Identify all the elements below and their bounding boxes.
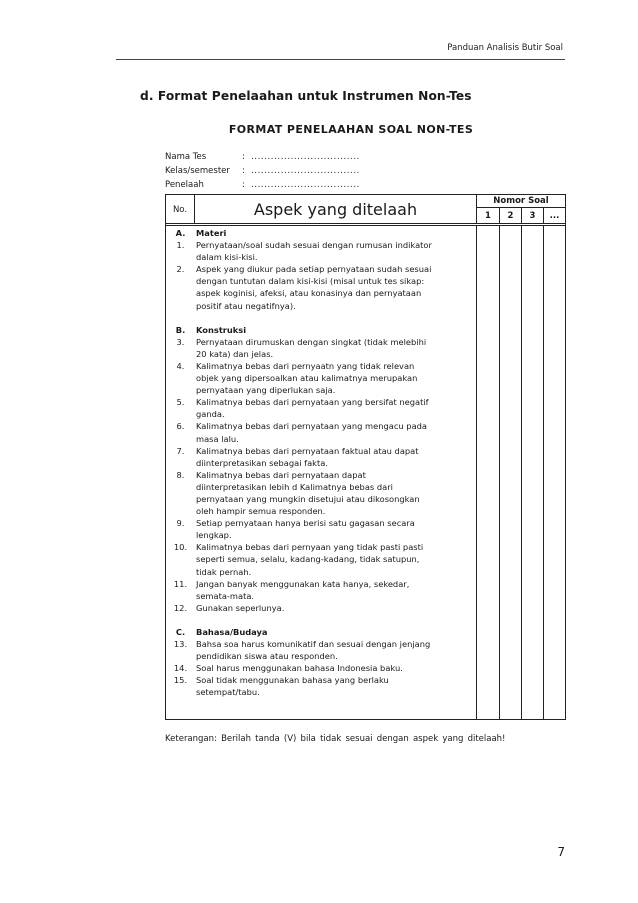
row-text: Kalimatnya bebas dari pernyataan dapat [196, 469, 366, 480]
row-number [166, 457, 195, 469]
section-row [166, 626, 476, 638]
row-number: 2. [176, 264, 185, 275]
row-number [166, 590, 195, 602]
table-row [166, 445, 476, 457]
field-separator: : [242, 152, 245, 162]
table-row [166, 493, 476, 505]
row-text: Pernyataan dirumuskan dengan singkat (tidak melebihi [196, 336, 427, 347]
table-row [166, 686, 476, 698]
row-number [166, 287, 195, 299]
row-number: B. [175, 324, 186, 335]
row-text: Bahasa/Budaya [196, 626, 268, 637]
row-text: diinterpretasikan sebagai fakta. [196, 457, 328, 468]
section-row [166, 227, 476, 239]
table-row [166, 505, 476, 517]
column-divider [521, 225, 522, 719]
row-number: 15. [173, 675, 188, 686]
row-text: seperti semua, selalu, kadang-kadang, tidak satupun, [196, 554, 420, 565]
row-number [166, 553, 195, 565]
table-row [166, 469, 476, 481]
row-number: 7. [176, 445, 185, 456]
table-row [166, 457, 476, 469]
row-number: 5. [176, 397, 185, 408]
table-row [166, 674, 476, 686]
row-number [166, 433, 195, 445]
table-row [166, 263, 476, 275]
row-text: dalam kisi-kisi. [196, 252, 258, 263]
header-soal-2: 2 [499, 207, 521, 223]
row-number [166, 251, 195, 263]
row-text: pernyataan yang diperlukan saja. [196, 385, 336, 396]
table-body [166, 227, 476, 698]
field-blank: ................................. [251, 152, 360, 162]
header-no: No. [166, 195, 195, 224]
header-rule [116, 59, 565, 60]
field-label: Nama Tes [165, 152, 207, 162]
running-header: Panduan Analisis Butir Soal [447, 43, 563, 53]
row-text: lengkap. [196, 530, 232, 541]
column-divider [543, 225, 544, 719]
table-row [166, 275, 476, 287]
column-divider [499, 225, 500, 719]
row-text: setempat/tabu. [196, 687, 260, 698]
row-text: Bahsa soa harus komunikatif dan sesuai dengan jenjang [196, 639, 431, 649]
row-text: Kalimatnya bebas dari pernyaatn yang tidak relevan [196, 360, 415, 371]
table-row [166, 602, 476, 614]
header-soal-more: ... [543, 207, 565, 223]
header-soal-1: 1 [476, 207, 499, 223]
row-text: Jangan banyak menggunakan kata hanya, sekedar, [196, 578, 410, 589]
form-fields [165, 150, 360, 192]
row-text: Soal harus menggunakan bahasa Indonesia baku. [196, 663, 403, 674]
table-row [166, 336, 476, 348]
row-number [166, 650, 195, 662]
row-number: 4. [176, 360, 185, 371]
header-soal-3: 3 [521, 207, 543, 223]
table-row [166, 541, 476, 553]
row-number [166, 686, 195, 698]
review-table [165, 194, 566, 720]
header-rule-bottom [166, 225, 565, 226]
table-row [166, 590, 476, 602]
table-row [166, 553, 476, 565]
row-number [166, 505, 195, 517]
field-kelas-semester [165, 164, 360, 178]
field-blank: ................................. [251, 180, 360, 190]
row-number: 8. [176, 469, 185, 480]
row-number [166, 493, 195, 505]
row-text: Kalimatnya bebas dari pernyataan yang bersifat negatif [196, 397, 429, 408]
row-text: masa lalu. [196, 433, 239, 444]
table-row [166, 408, 476, 420]
row-number [166, 529, 195, 541]
row-number: A. [175, 228, 186, 238]
row-number: 12. [173, 602, 188, 613]
row-text: dengan tuntutan dalam kisi-kisi (misal untuk tes sikap: [196, 276, 425, 287]
table-row [166, 566, 476, 578]
header-rule-top [166, 223, 565, 224]
table-row [166, 529, 476, 541]
column-divider [476, 225, 477, 719]
row-text: Konstruksi [196, 324, 247, 335]
row-text: Kalimatnya bebas dari pernyataan yang mengacu pada [196, 421, 428, 432]
row-number [166, 384, 195, 396]
table-row [166, 251, 476, 263]
table-row [166, 396, 476, 408]
row-number: 6. [176, 421, 185, 432]
table-row [166, 239, 476, 251]
table-row [166, 360, 476, 372]
table-row [166, 481, 476, 493]
row-text: Soal tidak menggunakan bahasa yang berlaku [196, 675, 389, 686]
table-row [166, 348, 476, 360]
row-number: C. [175, 626, 186, 637]
row-text: Aspek yang diukur pada setiap pernyataan sudah sesuai [196, 264, 432, 275]
row-number [166, 372, 195, 384]
field-separator: : [242, 180, 245, 190]
table-row [166, 372, 476, 384]
row-number [166, 275, 195, 287]
page-number: 7 [557, 845, 565, 859]
header-nomor-soal: Nomor Soal [476, 195, 565, 207]
field-penelaah [165, 178, 360, 192]
row-text: Setiap pernyataan hanya berisi satu gagasan secara [196, 518, 415, 529]
table-row [166, 650, 476, 662]
row-text: Kalimatnya bebas dari pernyaan yang tidak pasti pasti [196, 542, 424, 553]
row-number [166, 408, 195, 420]
row-text: positif atau negatifnya). [196, 300, 296, 311]
row-number: 11. [173, 578, 188, 589]
table-row [166, 662, 476, 674]
footnote: Keterangan: Berilah tanda (V) bila tidak sesuai dengan aspek yang ditelaah! [165, 734, 506, 744]
table-row [166, 638, 476, 650]
row-number: 1. [176, 240, 185, 251]
table-row [166, 517, 476, 529]
row-text: pendidikan siswa atau responden. [196, 651, 338, 662]
section-heading: d. Format Penelaahan untuk Instrumen Non-Tes [140, 89, 472, 103]
row-text: diinterpretasikan lebih d Kalimatnya bebas dari [196, 481, 393, 492]
row-number [166, 300, 195, 312]
table-row [166, 433, 476, 445]
row-number [166, 348, 195, 360]
row-text: aspek koginisi, afeksi, atau konasinya dan pernyataan [196, 288, 422, 299]
row-text: Materi [196, 228, 227, 238]
row-text: Pernyataan/soal sudah sesuai dengan rumusan indikator [196, 240, 432, 251]
table-row [166, 420, 476, 432]
table-row [166, 300, 476, 312]
field-separator: : [242, 166, 245, 176]
field-blank: ................................. [251, 166, 360, 176]
row-text: Gunakan seperlunya. [196, 602, 285, 613]
field-label: Penelaah [165, 180, 204, 190]
row-number: 10. [173, 542, 188, 553]
row-text: oleh hampir semua responden. [196, 506, 326, 517]
form-title: FORMAT PENELAAHAN SOAL NON-TES [228, 123, 474, 136]
field-label: Kelas/semester [165, 166, 230, 176]
section-row [166, 324, 476, 336]
row-text: objek yang dipersoalkan atau kalimatnya merupakan [196, 373, 418, 384]
row-number [166, 481, 195, 493]
row-text: ganda. [196, 409, 225, 420]
row-number: 13. [173, 639, 188, 649]
row-text: tidak pernah. [196, 566, 252, 577]
row-text: semata-mata. [196, 590, 255, 601]
field-nama-tes [165, 150, 360, 164]
row-number: 3. [176, 336, 185, 347]
header-aspek: Aspek yang ditelaah [253, 200, 418, 219]
table-row [166, 287, 476, 299]
row-number: 14. [173, 663, 188, 674]
row-number: 9. [176, 518, 185, 529]
section-spacer [166, 614, 476, 626]
row-text: 20 kata) dan jelas. [196, 348, 274, 359]
table-row [166, 578, 476, 590]
row-number [166, 566, 195, 578]
section-spacer [166, 312, 476, 324]
row-text: pernyataan yang mungkin disetujui atau dikosongkan [196, 493, 420, 504]
row-text: Kalimatnya bebas dari pernyataan faktual atau dapat [196, 445, 419, 456]
table-row [166, 384, 476, 396]
